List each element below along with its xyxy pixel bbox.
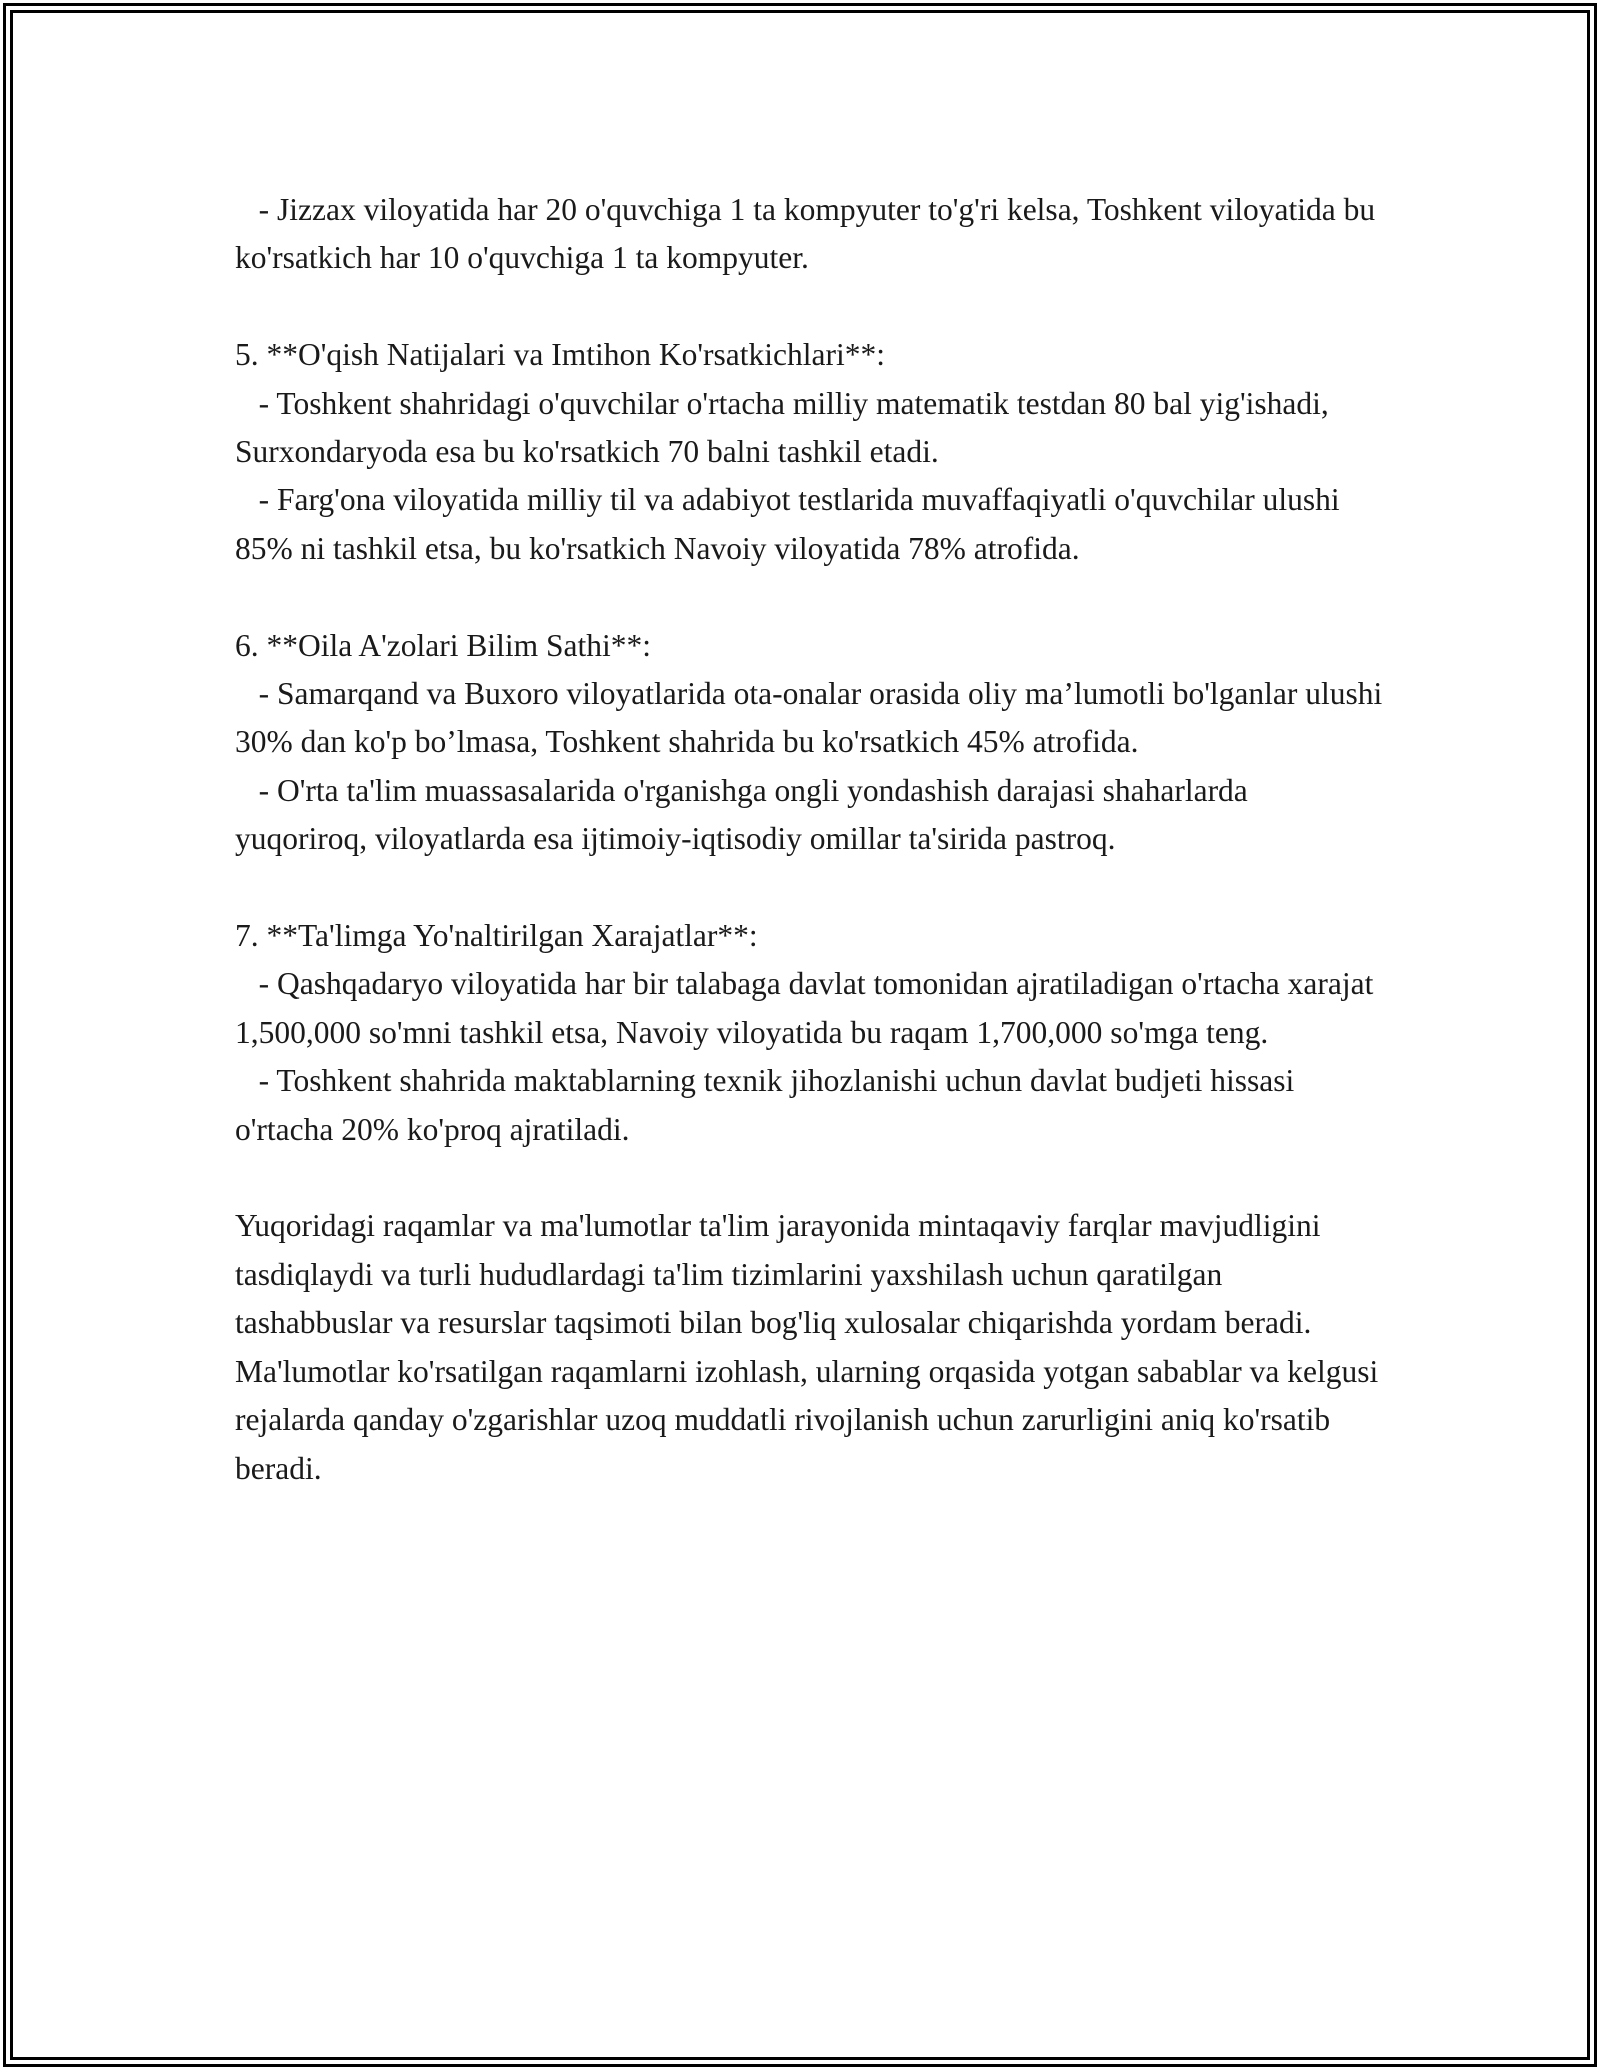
bullet-item: - Toshkent shahrida maktablarning texnik jihozlanishi uchun davlat budjeti hissasi o'rtacha 20% ko'proq ajratiladi.	[235, 1063, 1303, 1147]
section-heading: 7. **Ta'limga Yo'naltirilgan Xarajatlar**:	[235, 918, 758, 954]
bullet-item: - Samarqand va Buxoro viloyatlarida ota-onalar orasida oliy ma’lumotli bo'lganlar ulushi 30% dan ko'p bo’lmasa, Toshkent shahrida bu ko'rsatkich 45% atrofida.	[235, 676, 1391, 760]
paragraph-gap	[235, 1154, 1385, 1202]
bullet-item: - Toshkent shahridagi o'quvchilar o'rtacha milliy matematik testdan 80 bal yig'ishadi, Surxondaryoda esa bu ko'rsatkich 70 balni tashkil etadi.	[235, 385, 1337, 470]
bullet-item: - Farg'ona viloyatida milliy til va adabiyot testlarida muvaffaqiyatli o'quvchilar ulushi 85% ni tashkil etsa, bu ko'rsatkich Navoiy viloyatida 78% atrofida.	[235, 482, 1348, 566]
intro-bullet: - Jizzax viloyatida har 20 o'quvchiga 1 ta kompyuter to'g'ri kelsa, Toshkent viloyatida bu ko'rsatkich har 10 o'quvchiga 1 ta kompyuter.	[235, 192, 1383, 276]
paragraph-gap	[235, 573, 1385, 621]
section-6	[235, 622, 1391, 864]
section-7	[235, 912, 1385, 1154]
section-5	[235, 331, 1385, 573]
section-heading: 5. **O'qish Natijalari va Imtihon Ko'rsatkichlari**:	[235, 337, 885, 373]
paragraph-gap	[235, 864, 1385, 912]
conclusion-paragraph: Yuqoridagi raqamlar va ma'lumotlar ta'lim jarayonida mintaqaviy farqlar mavjudligini tasdiqlaydi va turli hududlardagi ta'lim tizimlarini yaxshilash uchun qaratilgan tashabbuslar va resurslar taqsimoti bilan bog'liq xulosalar chiqarishda yordam beradi. Ma'lumotlar ko'rsatilgan raqamlarni izohlash, ularning orqasida yotgan sabablar va kelgusi rejalarda qanday o'zgarishlar uzoq muddatli rivojlanish uchun zarurligini aniq ko'rsatib beradi.	[235, 1208, 1387, 1486]
document-body	[235, 186, 1391, 1493]
bullet-item: - Qashqadaryo viloyatida har bir talabaga davlat tomonidan ajratiladigan o'rtacha xarajat 1,500,000 so'mni tashkil etsa, Navoiy viloyatida bu raqam 1,700,000 so'mga teng.	[235, 966, 1382, 1050]
bullet-item: - O'rta ta'lim muassasalarida o'rganishga ongli yondashish darajasi shaharlarda yuqoriroq, viloyatlarda esa ijtimoiy-iqtisodiy omillar ta'sirida pastroq.	[235, 772, 1256, 857]
paragraph-gap	[235, 283, 1385, 331]
section-heading: 6. **Oila A'zolari Bilim Sathi**:	[235, 627, 652, 663]
